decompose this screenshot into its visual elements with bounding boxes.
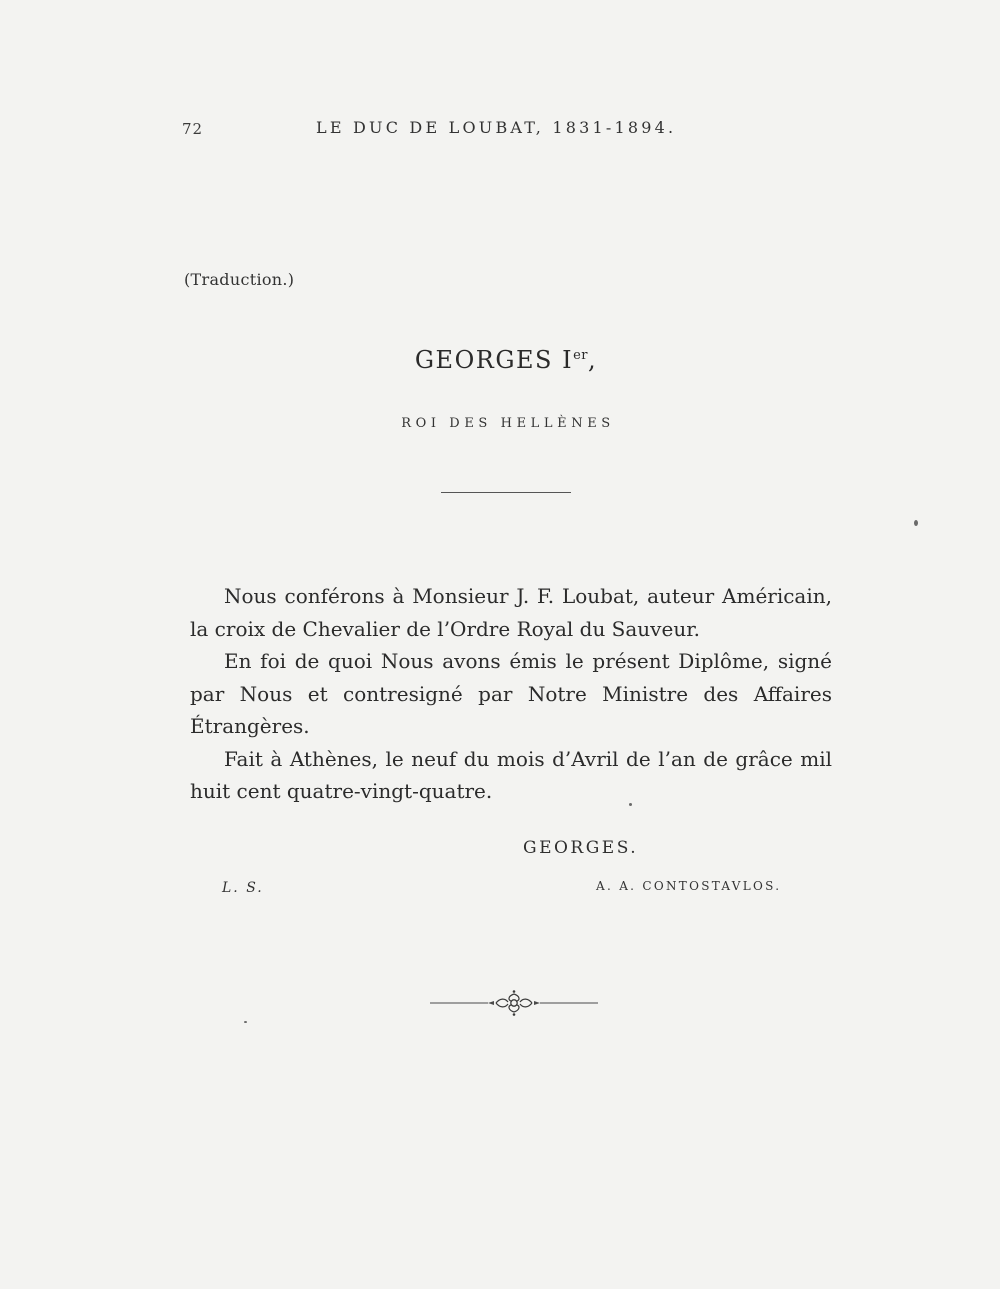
- king-name: GEORGES I: [414, 346, 574, 374]
- translation-note: (Traduction.): [184, 270, 295, 289]
- paragraph: En foi de quoi Nous avons émis le présent Diplôme, signé par Nous et contresigné par Notre Ministre des Affaires Étrangères.: [190, 649, 832, 738]
- ordinal-suffix: er: [573, 348, 588, 363]
- running-head: [182, 116, 692, 144]
- minister-countersignature: A. A. CONTOSTAVLOS.: [596, 879, 782, 893]
- king-name-heading: [0, 346, 1000, 374]
- paper-speck: [629, 803, 632, 806]
- section-divider: [441, 492, 571, 493]
- paper-speck: [914, 520, 918, 526]
- paper-speck: [244, 1021, 247, 1023]
- royal-signature: GEORGES.: [523, 838, 639, 858]
- fleuron-divider-icon: [430, 988, 598, 1018]
- heading-trailing-punct: ,: [587, 346, 598, 374]
- fleuron-svg: [430, 988, 598, 1018]
- paragraph: Nous conférons à Monsieur J. F. Loubat, auteur Américain, la croix de Chevalier de l’Ordre Royal du Sauveur.: [190, 584, 832, 641]
- paragraph: Fait à Athènes, le neuf du mois d’Avril de l’an de grâce mil huit cent quatre-vingt-quatre.: [190, 746, 832, 803]
- king-title: ROI DES HELLÈNES: [401, 416, 615, 431]
- seal-mark: L. S.: [222, 880, 264, 896]
- running-title: LE DUC DE LOUBAT, 1831-1894.: [316, 118, 677, 137]
- page-number: 72: [182, 120, 204, 138]
- diploma-text: [190, 580, 832, 808]
